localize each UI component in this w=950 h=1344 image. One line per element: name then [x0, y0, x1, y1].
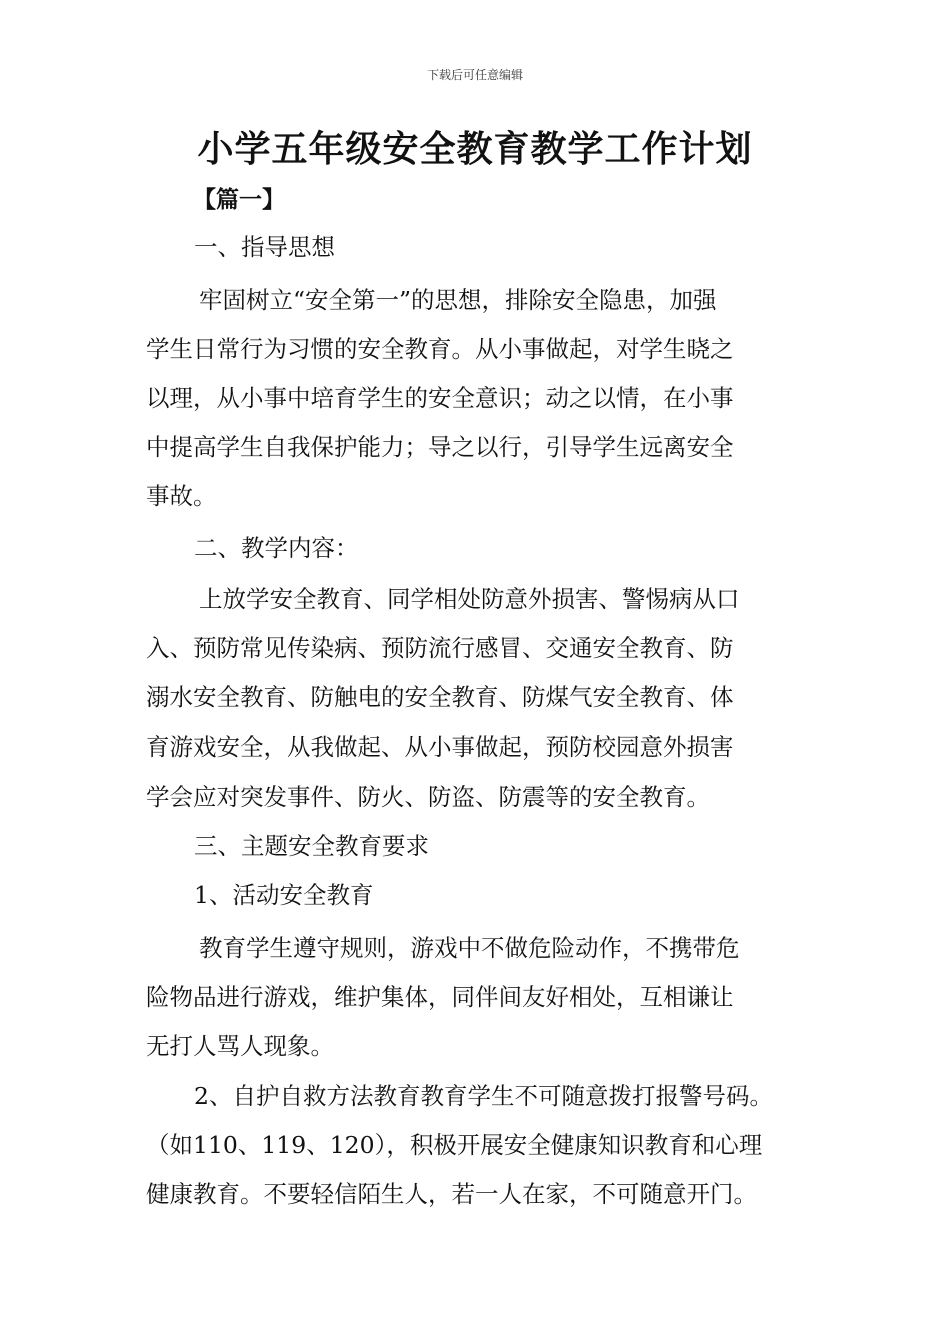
- document-title: 小学五年级安全教育教学工作计划: [197, 129, 753, 170]
- part-tag: 【篇一】: [193, 186, 285, 213]
- watermark-text: 下载后可任意编辑: [426, 68, 523, 82]
- paragraph-line: 事故。: [146, 482, 217, 510]
- heading-guiding-ideology: 一、指导思想: [194, 233, 335, 261]
- paragraph-line: 牢固树立“安全第一”的思想，排除安全隐患，加强: [199, 286, 717, 314]
- paragraph-line: 教育学生遵守规则，游戏中不做危险动作，不携带危: [199, 934, 740, 962]
- paragraph-line: 学生日常行为习惯的安全教育。从小事做起，对学生晓之: [146, 335, 734, 363]
- paragraph-line: 中提高学生自我保护能力；导之以行，引导学生远离安全: [146, 433, 734, 461]
- paragraph-line: 上放学安全教育、同学相处防意外损害、警惕病从口: [199, 585, 740, 613]
- paragraph-line: 育游戏安全，从我做起、从小事做起，预防校园意外损害: [146, 733, 734, 761]
- paragraph-line: 无打人骂人现象。: [146, 1032, 334, 1060]
- paragraph-line: 溺水安全教育、防触电的安全教育、防煤气安全教育、体: [146, 683, 734, 711]
- paragraph-line: （如110、119、120），积极开展安全健康知识教育和心理: [146, 1131, 763, 1159]
- paragraph-line: 以理，从小事中培育学生的安全意识；动之以情，在小事: [146, 384, 734, 412]
- heading-theme-requirements: 三、主题安全教育要求: [194, 832, 429, 860]
- paragraph-line: 2、自护自救方法教育教育学生不可随意拨打报警号码。: [194, 1082, 773, 1110]
- subheading-activity-safety: 1、活动安全教育: [194, 881, 374, 909]
- heading-teaching-content: 二、教学内容：: [194, 534, 359, 562]
- paragraph-line: 险物品进行游戏，维护集体，同伴间友好相处，互相谦让: [146, 983, 734, 1011]
- paragraph-line: 入、预防常见传染病、预防流行感冒、交通安全教育、防: [146, 634, 734, 662]
- paragraph-line: 健康教育。不要轻信陌生人，若一人在家，不可随意开门。: [146, 1180, 757, 1208]
- paragraph-line: 学会应对突发事件、防火、防盗、防震等的安全教育。: [146, 783, 710, 811]
